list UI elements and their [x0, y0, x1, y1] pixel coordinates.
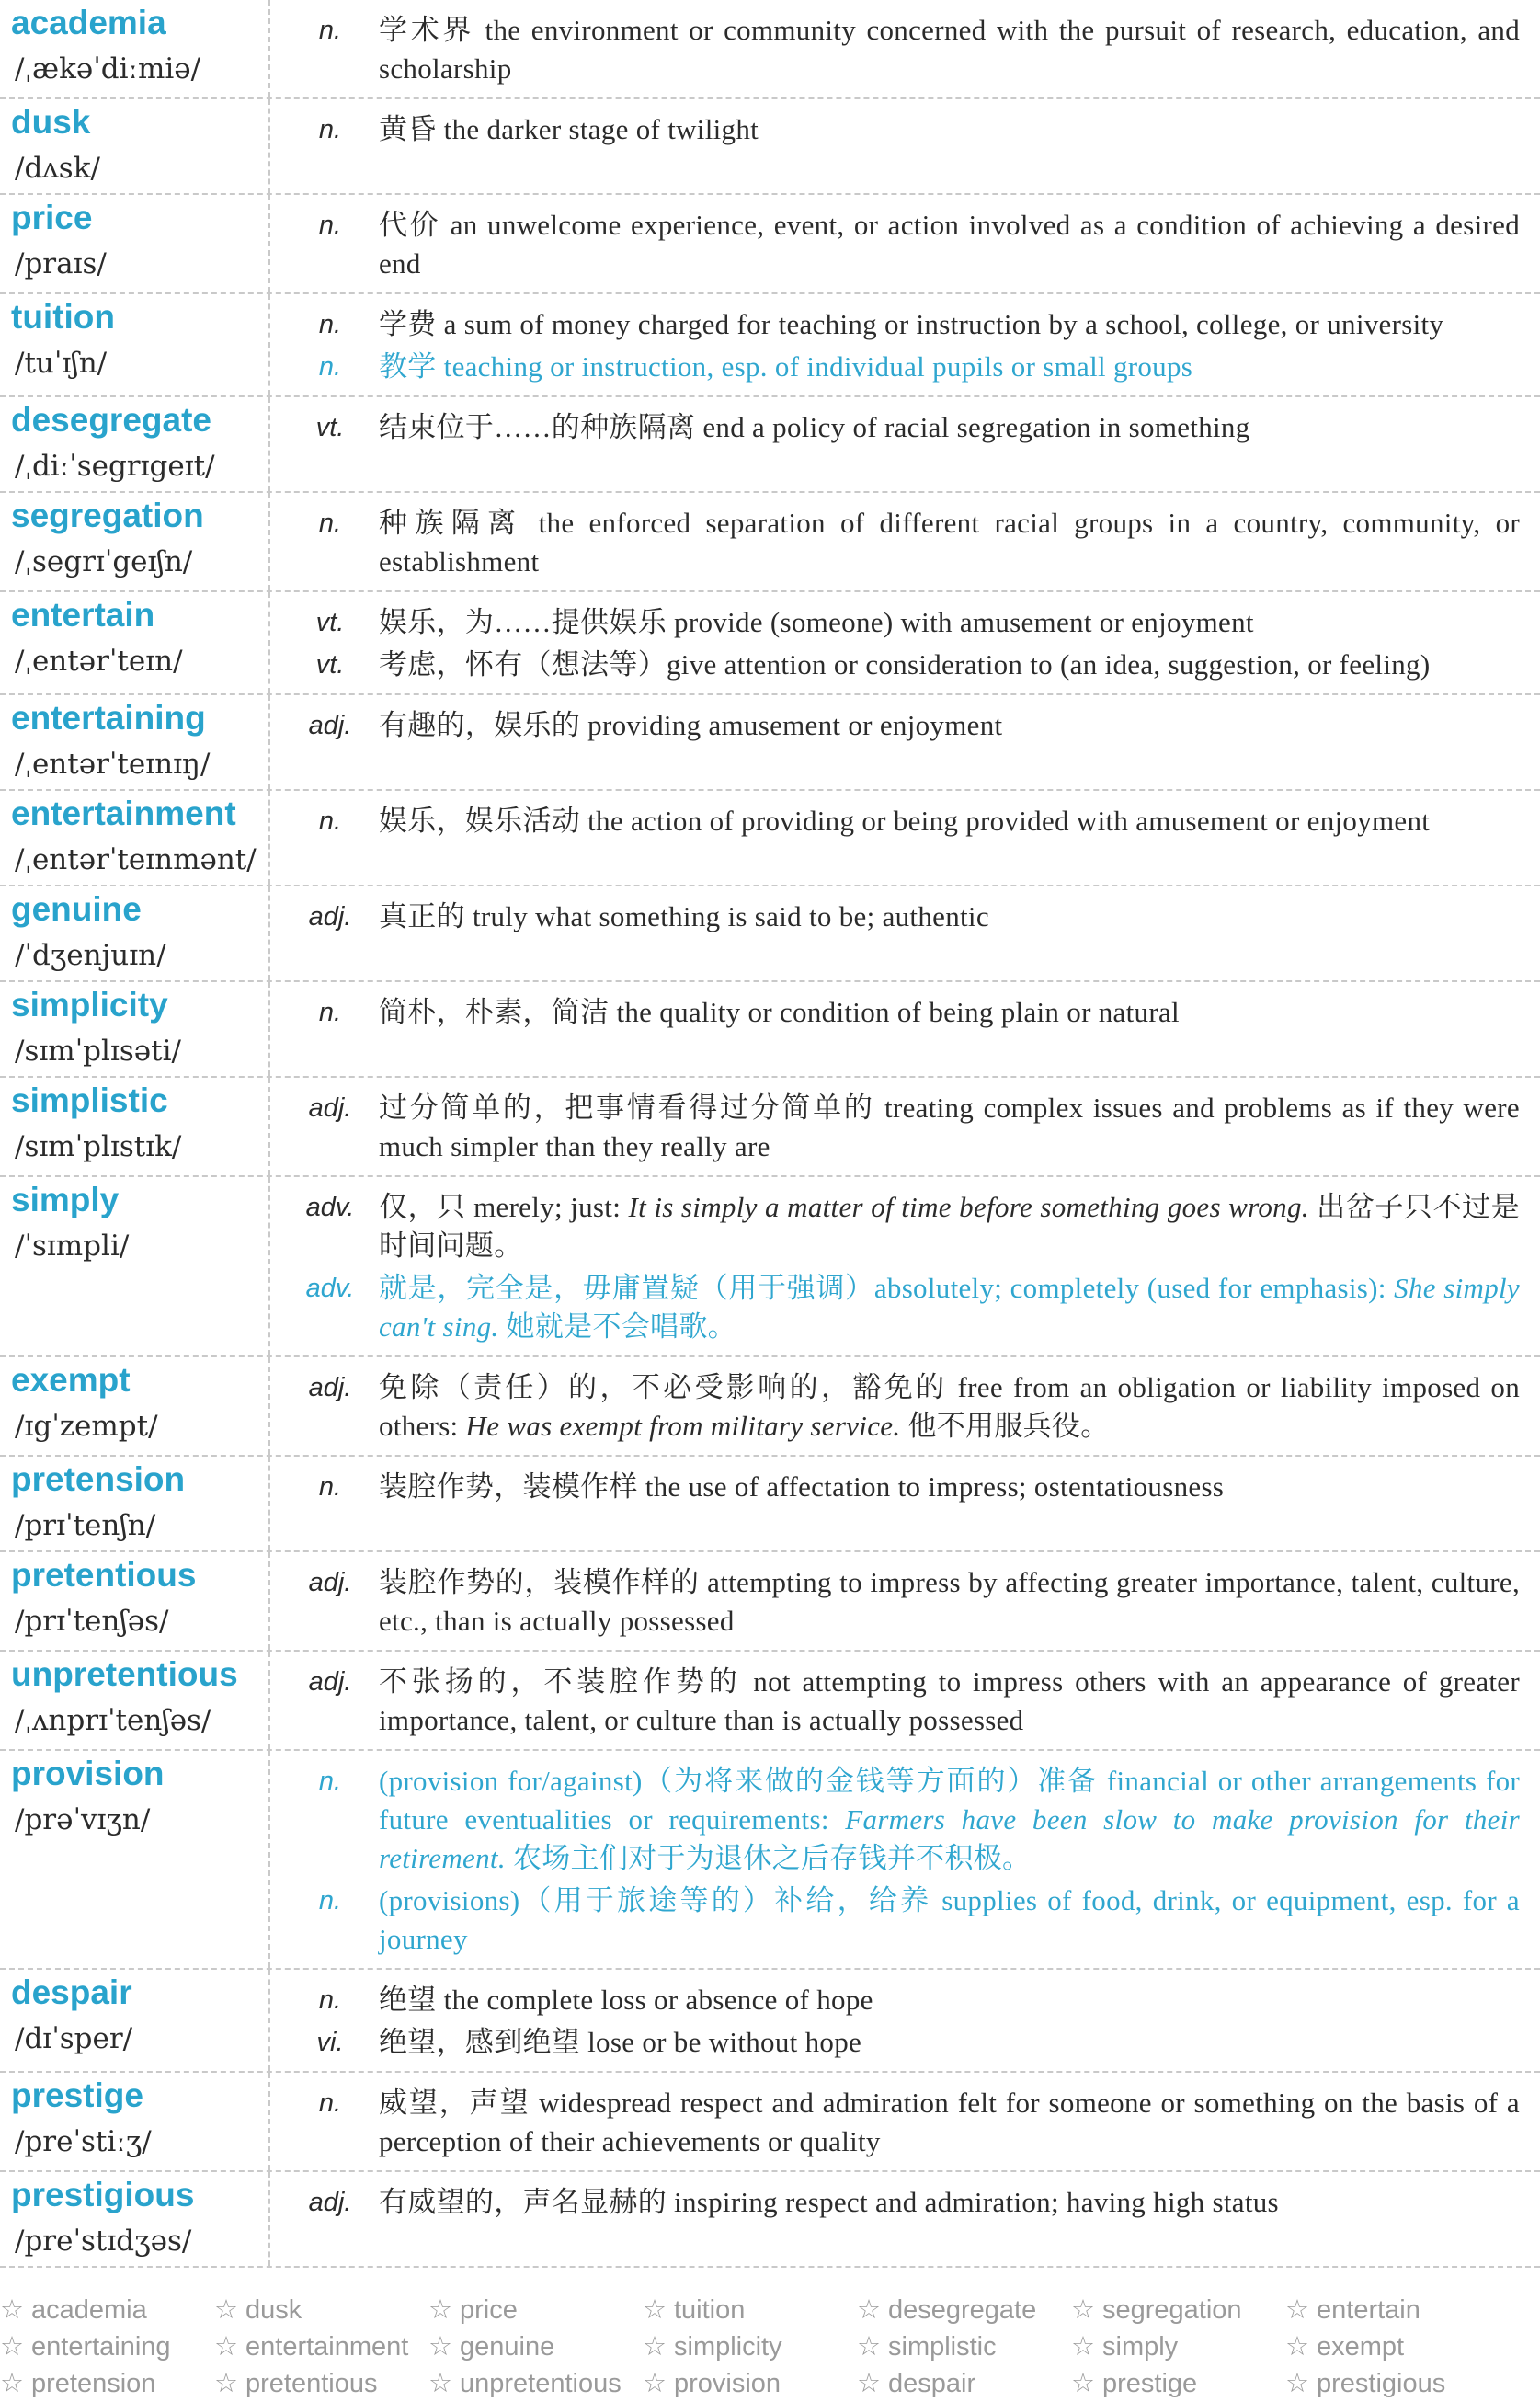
star-icon: ☆	[1071, 2332, 1095, 2362]
index-item	[0, 2328, 214, 2365]
sense	[270, 2183, 1520, 2222]
star-icon: ☆	[428, 2369, 452, 2398]
definition	[379, 2023, 1520, 2062]
phonetic: /tuˈɪʃn/	[15, 347, 108, 380]
phonetic: /prɪˈtenʃn/	[15, 1509, 156, 1542]
headword: prestigious	[11, 2176, 195, 2213]
phonetic: /prəˈvɪʒn/	[15, 1803, 151, 1836]
entry-row	[0, 1357, 1540, 1457]
index-word: academia	[31, 2295, 147, 2325]
sense	[270, 706, 1520, 745]
sense	[270, 1188, 1520, 1265]
sense	[270, 993, 1520, 1032]
sense	[270, 802, 1520, 841]
definition	[379, 1981, 1520, 2019]
definition-text: (provision for/against)（为将来做的金钱等方面的）准备 financial or other arrangements for future eventualities or requirements:	[379, 1765, 1520, 1836]
star-icon: ☆	[1071, 2369, 1095, 2398]
headword-cell	[0, 1552, 270, 1650]
part-of-speech: n.	[318, 1472, 342, 1502]
word-index	[0, 2292, 1540, 2402]
definition	[379, 1269, 1520, 1346]
definition-cell	[270, 695, 1540, 789]
phonetic: /dʌsk/	[15, 152, 100, 185]
entry-row	[0, 695, 1540, 791]
definition-text: 过分简单的，把事情看得过分简单的 treating complex issues and problems as if they were much simpler than they really are	[379, 1092, 1520, 1162]
index-word: entertaining	[31, 2332, 171, 2362]
index-item	[214, 2292, 428, 2328]
definition-cell	[270, 1970, 1540, 2071]
part-of-speech: n.	[318, 806, 342, 836]
star-icon: ☆	[857, 2369, 881, 2398]
index-item	[1071, 2328, 1285, 2365]
definition-text: 娱乐，娱乐活动 the action of providing or being provided with amusement or enjoyment	[379, 805, 1431, 837]
index-item	[214, 2328, 428, 2365]
definition	[379, 706, 1520, 745]
headword: entertaining	[11, 699, 206, 737]
entry-row	[0, 1652, 1540, 1751]
part-of-speech: adj.	[308, 1093, 352, 1123]
part-of-speech: adj.	[308, 902, 352, 932]
definition-text: 学术界 the environment or community concerned with the pursuit of research, education, and scholarship	[379, 14, 1520, 85]
star-icon: ☆	[643, 2332, 667, 2362]
headword: desegregate	[11, 401, 211, 439]
definition	[379, 1468, 1520, 1506]
star-icon: ☆	[214, 2369, 238, 2398]
headword: pretentious	[11, 1556, 197, 1594]
definition	[379, 1188, 1520, 1265]
definition-cell	[270, 2073, 1540, 2170]
index-word: exempt	[1317, 2332, 1405, 2362]
sense	[270, 11, 1520, 88]
part-of-speech: vi.	[316, 2028, 344, 2057]
sense	[270, 348, 1520, 386]
star-icon: ☆	[857, 2295, 881, 2325]
index-item	[1071, 2365, 1285, 2402]
phonetic: /ˌentərˈteɪnmənt/	[15, 843, 257, 876]
entry-row	[0, 99, 1540, 195]
index-word: segregation	[1102, 2295, 1242, 2325]
definition-text: 考虑，怀有（想法等）give attention or consideration to (an idea, suggestion, or feeling)	[379, 648, 1431, 681]
index-word: price	[460, 2295, 518, 2325]
definition-cell	[270, 1357, 1540, 1455]
definition-cell	[270, 886, 1540, 980]
headword: simply	[11, 1181, 120, 1218]
headword-cell	[0, 195, 270, 292]
index-item	[0, 2365, 214, 2402]
index-word: simply	[1102, 2332, 1179, 2362]
definition	[379, 993, 1520, 1032]
headword: entertainment	[11, 795, 236, 832]
definition-text: 绝望 the complete loss or absence of hope	[379, 1984, 873, 2016]
headword-cell	[0, 1970, 270, 2071]
headword-cell	[0, 493, 270, 590]
definition-text: 不张扬的，不装腔作势的 not attempting to impress others with an appearance of greater importance, talent, or culture than is actually possessed	[379, 1665, 1520, 1736]
index-item	[428, 2292, 643, 2328]
definition-text: 学费 a sum of money charged for teaching or instruction by a school, college, or university	[379, 308, 1444, 340]
index-word: entertain	[1317, 2295, 1420, 2325]
headword-cell	[0, 1357, 270, 1455]
part-of-speech: n.	[318, 211, 342, 240]
definition	[379, 305, 1520, 344]
phonetic: /ˈsɪmpli/	[15, 1230, 130, 1263]
headword-cell	[0, 1652, 270, 1749]
entry-row	[0, 493, 1540, 592]
entry-row	[0, 791, 1540, 886]
example-sentence: He was exempt from military service.	[465, 1410, 901, 1442]
star-icon: ☆	[1071, 2295, 1095, 2325]
definition-cell	[270, 493, 1540, 590]
headword: genuine	[11, 890, 142, 928]
entry-row	[0, 294, 1540, 397]
headword: segregation	[11, 497, 204, 534]
index-item	[857, 2292, 1071, 2328]
index-word: provision	[674, 2369, 781, 2398]
definition-cell	[270, 99, 1540, 193]
star-icon: ☆	[1285, 2369, 1309, 2398]
headword-cell	[0, 1457, 270, 1550]
entry-row	[0, 886, 1540, 982]
headword-cell	[0, 982, 270, 1076]
example-translation: 农场主们对于为退休之后存钱并不积极。	[512, 1842, 1032, 1874]
index-item	[643, 2292, 857, 2328]
definition-text: (provisions)（用于旅途等的）补给，给养 supplies of food, drink, or equipment, esp. for a journey	[379, 1884, 1520, 1955]
phonetic: /sɪmˈplɪsəti/	[15, 1035, 181, 1068]
part-of-speech: n.	[318, 509, 342, 538]
entry-row	[0, 2073, 1540, 2172]
entry-row	[0, 0, 1540, 99]
phonetic: /ˌdiːˈsegrɪgeɪt/	[15, 450, 215, 483]
index-word: pretension	[31, 2369, 156, 2398]
phonetic: /sɪmˈplɪstɪk/	[15, 1130, 182, 1163]
sense	[270, 408, 1520, 447]
definition	[379, 1663, 1520, 1740]
definition-text: 装腔作势，装模作样 the use of affectation to impress; ostentatiousness	[379, 1470, 1225, 1503]
sense	[270, 504, 1520, 581]
entry-row	[0, 2172, 1540, 2268]
sense	[270, 646, 1520, 684]
index-item	[1285, 2365, 1500, 2402]
part-of-speech: vt.	[315, 650, 345, 680]
definition	[379, 898, 1520, 936]
part-of-speech: n.	[318, 16, 342, 45]
entry-row	[0, 1078, 1540, 1177]
star-icon: ☆	[428, 2295, 452, 2325]
sense	[270, 1089, 1520, 1166]
part-of-speech: n.	[318, 115, 342, 144]
headword-cell	[0, 0, 270, 97]
star-icon: ☆	[1285, 2295, 1309, 2325]
part-of-speech: n.	[318, 1985, 342, 2015]
part-of-speech: adj.	[308, 1373, 352, 1402]
definition-cell	[270, 1652, 1540, 1749]
headword: dusk	[11, 103, 91, 141]
part-of-speech: n.	[318, 1767, 342, 1796]
definition	[379, 646, 1520, 684]
definition-text: 仅，只 merely; just:	[379, 1191, 622, 1223]
part-of-speech: adj.	[308, 2188, 352, 2217]
headword: prestige	[11, 2076, 143, 2114]
example-sentence: It is simply a matter of time before something goes wrong.	[628, 1191, 1309, 1223]
definition-cell	[270, 2172, 1540, 2266]
part-of-speech: adv.	[305, 1193, 355, 1222]
definition	[379, 1089, 1520, 1166]
definition	[379, 11, 1520, 88]
index-word: prestige	[1102, 2369, 1198, 2398]
definition-text: 真正的 truly what something is said to be; authentic	[379, 900, 989, 932]
entry-row	[0, 1552, 1540, 1652]
star-icon: ☆	[214, 2295, 238, 2325]
headword: provision	[11, 1755, 165, 1792]
phonetic: /prɪˈtenʃəs/	[15, 1605, 169, 1638]
part-of-speech: adj.	[308, 1568, 352, 1597]
headword: simplicity	[11, 986, 168, 1024]
part-of-speech: vt.	[315, 608, 345, 637]
sense	[270, 1468, 1520, 1506]
phonetic: /ˌsegrɪˈgeɪʃn/	[15, 545, 193, 578]
definition-cell	[270, 1078, 1540, 1175]
sense	[270, 1882, 1520, 1959]
phonetic: /praɪs/	[15, 247, 107, 280]
definition-text: 有趣的，娱乐的 providing amusement or enjoyment	[379, 709, 1003, 741]
index-word: desegregate	[888, 2295, 1037, 2325]
phonetic: /dɪˈsper/	[15, 2022, 133, 2055]
part-of-speech: n.	[318, 2088, 342, 2118]
star-icon: ☆	[428, 2332, 452, 2362]
headword: unpretentious	[11, 1655, 238, 1693]
sense	[270, 2084, 1520, 2161]
phonetic: /ˌækəˈdiːmiə/	[15, 52, 201, 86]
definition-cell	[270, 1751, 1540, 1968]
sense	[270, 2023, 1520, 2062]
entry-row	[0, 397, 1540, 493]
index-word: unpretentious	[460, 2369, 622, 2398]
phonetic: /ˌentərˈteɪnɪŋ/	[15, 748, 211, 781]
definition-cell	[270, 791, 1540, 885]
index-item	[643, 2365, 857, 2402]
part-of-speech: n.	[318, 1886, 342, 1916]
headword: simplistic	[11, 1081, 168, 1119]
headword-cell	[0, 99, 270, 193]
sense	[270, 206, 1520, 283]
example-sentence: She simply can't sing.	[379, 1272, 1520, 1343]
definition-text: 教学 teaching or instruction, esp. of individual pupils or small groups	[379, 350, 1193, 383]
phonetic: /ˌʌnprɪˈtenʃəs/	[15, 1704, 211, 1737]
entry-row	[0, 982, 1540, 1078]
star-icon: ☆	[0, 2332, 24, 2362]
part-of-speech: n.	[318, 310, 342, 339]
definition	[379, 504, 1520, 581]
headword-cell	[0, 1078, 270, 1175]
part-of-speech: adj.	[308, 711, 352, 740]
definition-text: 威望，声望 widespread respect and admiration felt for someone or something on the basis of a perception of their achievements or quality	[379, 2087, 1520, 2157]
headword: despair	[11, 1973, 132, 2011]
headword: tuition	[11, 298, 116, 336]
star-icon: ☆	[857, 2332, 881, 2362]
definition-cell	[270, 982, 1540, 1076]
definition-cell	[270, 1457, 1540, 1550]
definition-text: 就是，完全是，毋庸置疑（用于强调）absolutely; completely (used for emphasis):	[379, 1272, 1386, 1304]
phonetic: /ˌentərˈteɪn/	[15, 645, 183, 678]
index-word: pretentious	[245, 2369, 378, 2398]
example-translation: 他不用服兵役。	[907, 1410, 1110, 1442]
index-item	[1285, 2328, 1500, 2365]
definition-text: 有威望的，声名显赫的 inspiring respect and admiration; having high status	[379, 2186, 1279, 2218]
part-of-speech: vt.	[315, 413, 345, 442]
phonetic: /preˈstɪdʒəs/	[15, 2225, 192, 2258]
definition	[379, 408, 1520, 447]
entry-row	[0, 195, 1540, 294]
definition-text: 代价 an unwelcome experience, event, or action involved as a condition of achieving a desired end	[379, 209, 1520, 280]
definition	[379, 206, 1520, 283]
definition-cell	[270, 0, 1540, 97]
sense	[270, 1663, 1520, 1740]
definition	[379, 1882, 1520, 1959]
index-item	[1071, 2292, 1285, 2328]
star-icon: ☆	[643, 2295, 667, 2325]
definition-cell	[270, 294, 1540, 395]
definition	[379, 1563, 1520, 1641]
headword-cell	[0, 1751, 270, 1968]
phonetic: /ˈdʒenjuɪn/	[15, 939, 166, 972]
headword-cell	[0, 1177, 270, 1355]
sense	[270, 1563, 1520, 1641]
part-of-speech: adv.	[305, 1274, 355, 1303]
definition-cell	[270, 1177, 1540, 1355]
index-word: genuine	[460, 2332, 555, 2362]
headword: pretension	[11, 1460, 186, 1498]
definition	[379, 2183, 1520, 2222]
headword-cell	[0, 397, 270, 491]
headword-cell	[0, 2172, 270, 2266]
headword-cell	[0, 2073, 270, 2170]
index-item	[0, 2292, 214, 2328]
index-item	[643, 2328, 857, 2365]
headword-cell	[0, 886, 270, 980]
sense	[270, 1368, 1520, 1446]
index-item	[1285, 2292, 1500, 2328]
definition-text: 免除（责任）的，不必受影响的，豁免的 free from an obligation or liability imposed on others:	[379, 1371, 1520, 1442]
headword: exempt	[11, 1361, 131, 1399]
definition-text: 种族隔离 the enforced separation of different racial groups in a country, community, or establishment	[379, 507, 1520, 578]
part-of-speech: n.	[318, 998, 342, 1027]
headword: price	[11, 199, 93, 236]
definition	[379, 110, 1520, 149]
definition	[379, 2084, 1520, 2161]
phonetic: /ɪgˈzempt/	[15, 1410, 158, 1443]
example-sentence: Farmers have been slow to make provision for their retirement.	[379, 1803, 1520, 1874]
definition-text: 绝望，感到绝望 lose or be without hope	[379, 2026, 862, 2058]
headword: academia	[11, 4, 166, 41]
star-icon: ☆	[0, 2295, 24, 2325]
definition-cell	[270, 195, 1540, 292]
part-of-speech: adj.	[308, 1667, 352, 1697]
example-translation: 出岔子只不过是时间问题。	[379, 1191, 1520, 1262]
definition-text: 结束位于……的种族隔离 end a policy of racial segregation in something	[379, 411, 1250, 443]
index-word: tuition	[674, 2295, 746, 2325]
index-word: despair	[888, 2369, 976, 2398]
definition-cell	[270, 397, 1540, 491]
entry-row	[0, 1457, 1540, 1552]
definition-cell	[270, 592, 1540, 693]
definition	[379, 1368, 1520, 1446]
entry-row	[0, 1751, 1540, 1970]
index-word: prestigious	[1317, 2369, 1446, 2398]
star-icon: ☆	[0, 2369, 24, 2398]
sense	[270, 1762, 1520, 1878]
entry-row	[0, 592, 1540, 695]
sense	[270, 1981, 1520, 2019]
headword-cell	[0, 791, 270, 885]
index-word: dusk	[245, 2295, 302, 2325]
sense	[270, 1269, 1520, 1346]
definition-text: 简朴，朴素，简洁 the quality or condition of being plain or natural	[379, 996, 1180, 1028]
definition	[379, 1762, 1520, 1878]
definition-text: 黄昏 the darker stage of twilight	[379, 113, 759, 145]
index-word: entertainment	[245, 2332, 409, 2362]
index-item	[428, 2365, 643, 2402]
star-icon: ☆	[214, 2332, 238, 2362]
sense	[270, 110, 1520, 149]
definition-text: 装腔作势的，装模作样的 attempting to impress by affecting greater importance, talent, culture, etc., than is actually possessed	[379, 1566, 1520, 1637]
index-word: simplistic	[888, 2332, 997, 2362]
entry-row	[0, 1970, 1540, 2073]
headword-cell	[0, 695, 270, 789]
index-word: simplicity	[674, 2332, 782, 2362]
headword-cell	[0, 592, 270, 693]
entry-row	[0, 1177, 1540, 1357]
star-icon: ☆	[1285, 2332, 1309, 2362]
sense	[270, 898, 1520, 936]
definition-text: 娱乐，为……提供娱乐 provide (someone) with amusement or enjoyment	[379, 606, 1254, 638]
part-of-speech: n.	[318, 352, 342, 382]
example-translation: 她就是不会唱歌。	[506, 1310, 736, 1343]
index-item	[214, 2365, 428, 2402]
index-item	[857, 2328, 1071, 2365]
definition	[379, 603, 1520, 642]
sense	[270, 603, 1520, 642]
star-icon: ☆	[643, 2369, 667, 2398]
index-item	[857, 2365, 1071, 2402]
index-item	[428, 2328, 643, 2365]
definition-cell	[270, 1552, 1540, 1650]
headword-cell	[0, 294, 270, 395]
definition	[379, 348, 1520, 386]
phonetic: /preˈstiːʒ/	[15, 2125, 152, 2158]
definition	[379, 802, 1520, 841]
sense	[270, 305, 1520, 344]
headword: entertain	[11, 596, 155, 634]
